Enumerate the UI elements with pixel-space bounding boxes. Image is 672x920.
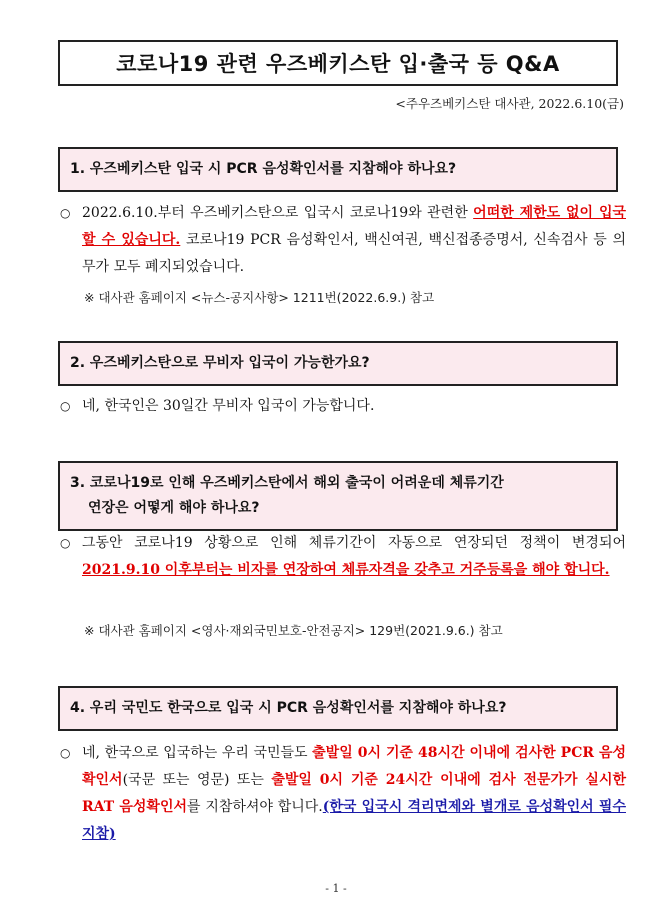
document-subtitle: <주우즈베키스탄 대사관, 2022.6.10(금): [395, 96, 624, 111]
page-number: - 1 -: [325, 882, 347, 895]
answer-4-emphasis-pcr: 출발일 0시 기준 48시간 이내에 검사한 PCR 음성확인서: [82, 745, 627, 788]
answer-4-body: [82, 740, 626, 848]
answer-4-emphasis-rat: 출발일 0시 기준 24시간 이내에 검사 전문가가 실시한 RAT 음성확인서: [82, 772, 626, 815]
answer-4-part-1: 네, 한국으로 입국하는 우리 국민들도: [82, 745, 313, 761]
question-3-text-line-2: 연장은 어떻게 해야 하나요?: [88, 500, 260, 516]
bullet-icon: ○: [60, 206, 71, 220]
answer-3: [60, 530, 626, 584]
question-4-text: 4. 우리 국민도 한국으로 입국 시 PCR 음성확인서를 지참해야 하나요?: [70, 700, 507, 716]
answer-4: [60, 740, 626, 848]
answer-4-emphasis-note: (한국 입국시 격리면제와 별개로 음성확인서 필수 지참): [82, 799, 626, 842]
answer-1-body: [82, 200, 626, 281]
question-4-box: [58, 686, 618, 731]
answer-1-emphasis: 어떠한 제한도 없이 입국할 수 있습니다.: [82, 205, 626, 248]
question-1-text: 1. 우즈베키스탄 입국 시 PCR 음성확인서를 지참해야 하나요?: [70, 161, 457, 177]
question-2-text: 2. 우즈베키스탄으로 무비자 입국이 가능한가요?: [70, 355, 370, 371]
answer-1-part-1: 2022.6.10.부터 우즈베키스탄으로 입국시 코로나19와 관련한: [82, 205, 474, 221]
answer-3-part-1: 그동안 코로나19 상황으로 인해 체류기간이 자동으로 연장되던 정책이 변경되어: [82, 535, 626, 551]
answer-4-part-3: (국문 또는 영문) 또는: [122, 772, 272, 788]
answer-2: [60, 393, 626, 420]
answer-4-part-5: 를 지참하셔야 합니다.: [187, 799, 323, 815]
bullet-icon: ○: [60, 746, 71, 760]
question-3-text-line-1: 3. 코로나19로 인해 우즈베키스탄에서 해외 출국이 어려운데 체류기간: [70, 475, 504, 491]
answer-1: [60, 200, 626, 281]
bullet-icon: ○: [60, 536, 71, 550]
answer-1-part-3: 코로나19 PCR 음성확인서, 백신여권, 백신접종증명서, 신속검사 등 의무가 모두 폐지되었습니다.: [82, 232, 626, 275]
bullet-icon: ○: [60, 399, 71, 413]
answer-1-note: ※ 대사관 홈페이지 <뉴스-공지사항> 1211번(2022.6.9.) 참고: [84, 290, 435, 305]
answer-3-note: ※ 대사관 홈페이지 <영사·재외국민보호-안전공지> 129번(2021.9.6.) 참고: [84, 623, 503, 638]
question-1-box: [58, 147, 618, 192]
answer-3-body: [82, 530, 626, 584]
question-3-box: [58, 461, 618, 531]
answer-2-body: 네, 한국인은 30일간 무비자 입국이 가능합니다.: [82, 398, 375, 414]
question-2-box: [58, 341, 618, 386]
answer-3-emphasis: 2021.9.10 이후부터는 비자를 연장하여 체류자격을 갖추고 거주등록을 해야 합니다.: [82, 562, 610, 578]
document-title: 코로나19 관련 우즈베키스탄 입·출국 등 Q&A: [58, 40, 618, 86]
